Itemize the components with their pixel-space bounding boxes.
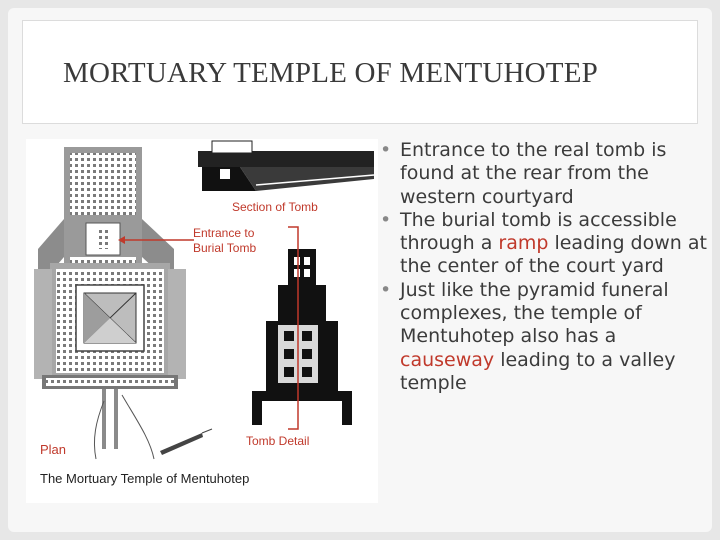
slide-title: MORTUARY TEMPLE OF MENTUHOTEP: [63, 57, 598, 89]
tomb-detail-drawing: [252, 227, 352, 429]
bullet-item: • Just like the pyramid funeral complexes, the temple of Mentuhotep also has a causeway leading to a valley temple: [380, 278, 676, 394]
bullet-dot-icon: •: [380, 278, 392, 301]
ramp-highlight: ramp: [498, 232, 549, 255]
bullet-dot-icon: •: [380, 139, 392, 161]
bullet-list: [380, 139, 710, 395]
bullet-item: • Entrance to the real tomb is found at the rear from the western courtyard: [380, 139, 667, 208]
temple-figure: [26, 139, 378, 503]
plan-label: Plan: [40, 442, 67, 457]
entrance-label-line1: Entrance to: [193, 226, 255, 240]
section-of-tomb-label: Section of Tomb: [232, 200, 318, 214]
entrance-label-line2: Burial Tomb: [193, 241, 257, 255]
section-of-tomb-drawing: [198, 141, 374, 191]
temple-plan-drawing: [26, 139, 378, 503]
figure-caption: The Mortuary Temple of Mentuhotep: [40, 471, 250, 486]
plan-drawing: [34, 147, 212, 459]
title-box: [22, 20, 698, 124]
tomb-detail-label: Tomb Detail: [246, 434, 310, 448]
causeway-highlight: causeway: [400, 348, 495, 371]
bullet-item: • The burial tomb is accessible through a ramp leading down at the center of the court yard: [380, 208, 707, 278]
bullet-dot-icon: •: [380, 208, 392, 231]
